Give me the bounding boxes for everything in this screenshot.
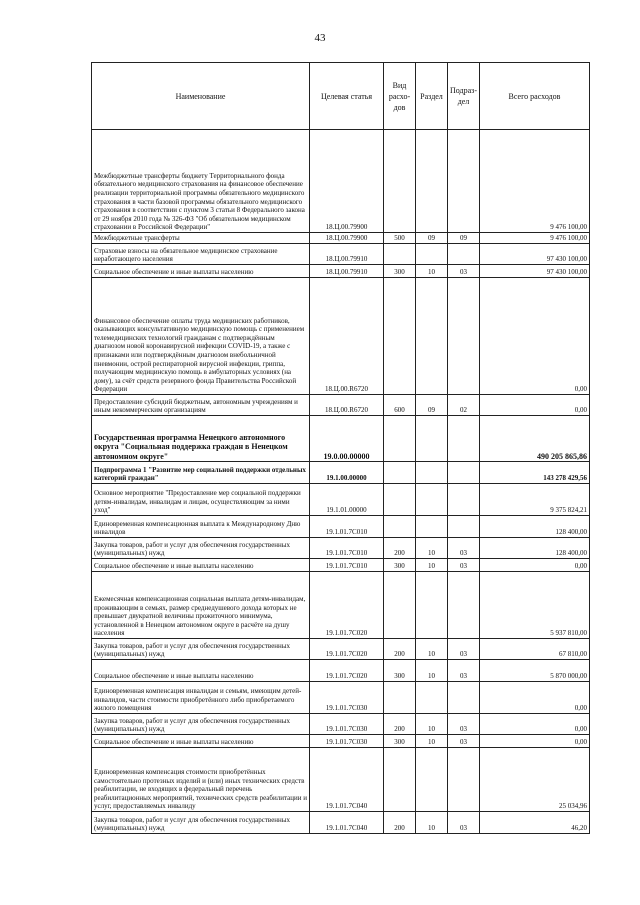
cell-total: 0,00 xyxy=(480,682,590,714)
cell-section: 10 xyxy=(416,265,448,278)
cell-target: 19.0.00.00000 xyxy=(310,416,384,462)
table-row xyxy=(92,278,590,395)
table-row xyxy=(92,559,590,572)
cell-section xyxy=(416,462,448,484)
cell-subsection: 03 xyxy=(448,812,480,834)
table-row xyxy=(92,714,590,735)
cell-section xyxy=(416,416,448,462)
cell-subsection: 03 xyxy=(448,660,480,682)
cell-total: 490 205 865,86 xyxy=(480,416,590,462)
cell-name: Закупка товаров, работ и услуг для обеспечения государственных (муниципальных) нужд xyxy=(92,639,310,660)
cell-type xyxy=(384,130,416,233)
cell-target: 19.1.01.7С010 xyxy=(310,559,384,572)
header-subsection: Подраз-дел xyxy=(448,63,480,130)
cell-subsection: 03 xyxy=(448,559,480,572)
table-row xyxy=(92,484,590,516)
cell-total: 46,20 xyxy=(480,812,590,834)
cell-total: 128 400,00 xyxy=(480,538,590,559)
cell-subsection xyxy=(448,682,480,714)
cell-type xyxy=(384,516,416,538)
cell-target: 19.1.00.00000 xyxy=(310,462,384,484)
table-row xyxy=(92,265,590,278)
cell-total: 67 810,00 xyxy=(480,639,590,660)
cell-total: 128 400,00 xyxy=(480,516,590,538)
cell-section: 10 xyxy=(416,538,448,559)
cell-name: Подпрограмма 1 "Развитие мер социальной поддержки отдельных категорий граждан" xyxy=(92,462,310,484)
cell-section xyxy=(416,130,448,233)
cell-section xyxy=(416,484,448,516)
header-type: Вид расхо-дов xyxy=(384,63,416,130)
cell-type: 200 xyxy=(384,538,416,559)
cell-subsection xyxy=(448,244,480,265)
cell-type xyxy=(384,484,416,516)
cell-section: 09 xyxy=(416,233,448,244)
cell-section: 09 xyxy=(416,395,448,416)
cell-name: Предоставление субсидий бюджетным, автономным учреждениям и иным некоммерческим организациям xyxy=(92,395,310,416)
cell-section: 10 xyxy=(416,812,448,834)
cell-subsection: 03 xyxy=(448,265,480,278)
cell-subsection: 02 xyxy=(448,395,480,416)
cell-name: Единовременная компенсационная выплата к Международному Дню инвалидов xyxy=(92,516,310,538)
cell-total: 97 430 100,00 xyxy=(480,265,590,278)
cell-name: Единовременная компенсация инвалидам и семьям, имеющим детей-инвалидов, части стоимости приобретённого либо приобретаемого жилого помещения xyxy=(92,682,310,714)
cell-total: 143 278 429,56 xyxy=(480,462,590,484)
cell-subsection xyxy=(448,416,480,462)
cell-subsection xyxy=(448,516,480,538)
cell-section: 10 xyxy=(416,714,448,735)
cell-total: 9 476 100,00 xyxy=(480,130,590,233)
cell-subsection: 03 xyxy=(448,735,480,748)
cell-subsection xyxy=(448,462,480,484)
cell-name: Социальное обеспечение и иные выплаты населению xyxy=(92,660,310,682)
cell-total: 0,00 xyxy=(480,395,590,416)
cell-total: 0,00 xyxy=(480,559,590,572)
cell-type: 200 xyxy=(384,812,416,834)
cell-type: 200 xyxy=(384,714,416,735)
table-row xyxy=(92,233,590,244)
cell-target: 19.1.01.7С030 xyxy=(310,682,384,714)
cell-name: Единовременная компенсация стоимости приобретённых самостоятельно протезных изделий и (или) иных технических средств реабилитации, не входящих в федеральный перечень реабилитационных мероприятий, технических средств реабилитации и услуг, предоставляемых инвалиду xyxy=(92,748,310,812)
cell-target: 19.1.01.7С030 xyxy=(310,735,384,748)
cell-subsection: 03 xyxy=(448,639,480,660)
cell-section xyxy=(416,278,448,395)
cell-name: Закупка товаров, работ и услуг для обеспечения государственных (муниципальных) нужд xyxy=(92,812,310,834)
cell-subsection xyxy=(448,572,480,639)
table-row xyxy=(92,395,590,416)
cell-section xyxy=(416,748,448,812)
cell-name: Социальное обеспечение и иные выплаты населению xyxy=(92,735,310,748)
cell-target: 19.1.01.7С010 xyxy=(310,538,384,559)
cell-subsection xyxy=(448,130,480,233)
table-header-row xyxy=(92,63,590,130)
cell-section: 10 xyxy=(416,660,448,682)
cell-name: Государственная программа Ненецкого автономного округа "Социальная поддержка граждан в Ненецком автономном округе" xyxy=(92,416,310,462)
cell-target: 19.1.01.7С040 xyxy=(310,812,384,834)
cell-type: 200 xyxy=(384,639,416,660)
table-row xyxy=(92,639,590,660)
cell-name: Межбюджетные трансферты бюджету Территориального фонда обязательного медицинского страхования на финансовое обеспечение реализации территориальной программы обязательного медицинского страхования в части базовой программы обязательного медицинского страхования в соответствии с пунктом 3 статьи 8 Федерального закона от 29 ноября 2010 года № 326-ФЗ "Об обязательном медицинском страховании в Российской Федерации" xyxy=(92,130,310,233)
cell-type: 300 xyxy=(384,660,416,682)
cell-total: 5 870 000,00 xyxy=(480,660,590,682)
cell-target: 18.Ц.00.R6720 xyxy=(310,278,384,395)
cell-section: 10 xyxy=(416,559,448,572)
cell-section xyxy=(416,572,448,639)
table-row xyxy=(92,682,590,714)
table-row xyxy=(92,572,590,639)
cell-type xyxy=(384,462,416,484)
header-name: Наименование xyxy=(92,63,310,130)
cell-total: 0,00 xyxy=(480,735,590,748)
cell-subsection: 09 xyxy=(448,233,480,244)
cell-name: Закупка товаров, работ и услуг для обеспечения государственных (муниципальных) нужд xyxy=(92,538,310,559)
table-row xyxy=(92,735,590,748)
cell-type xyxy=(384,572,416,639)
cell-target: 19.1.01.7С020 xyxy=(310,639,384,660)
cell-subsection xyxy=(448,278,480,395)
cell-section xyxy=(416,244,448,265)
budget-table xyxy=(91,62,590,834)
cell-type: 300 xyxy=(384,265,416,278)
cell-type: 500 xyxy=(384,233,416,244)
cell-type xyxy=(384,682,416,714)
page-number: 43 xyxy=(314,32,326,44)
cell-total: 9 375 824,21 xyxy=(480,484,590,516)
cell-target: 18.Ц.00.79900 xyxy=(310,130,384,233)
cell-name: Страховые взносы на обязательное медицинское страхование неработающего населения xyxy=(92,244,310,265)
cell-type: 600 xyxy=(384,395,416,416)
header-section: Раздел xyxy=(416,63,448,130)
table-row xyxy=(92,516,590,538)
header-total: Всего расходов xyxy=(480,63,590,130)
cell-target: 18.Ц.00.79910 xyxy=(310,265,384,278)
cell-target: 19.1.01.7С020 xyxy=(310,660,384,682)
cell-target: 18.Ц.00.R6720 xyxy=(310,395,384,416)
cell-section: 10 xyxy=(416,735,448,748)
table-row xyxy=(92,748,590,812)
cell-target: 19.1.01.00000 xyxy=(310,484,384,516)
cell-target: 19.1.01.7С030 xyxy=(310,714,384,735)
cell-name: Основное мероприятие "Предоставление мер социальной поддержки детям-инвалидам, инвалидам и лицам, осуществляющим за ними уход" xyxy=(92,484,310,516)
cell-name: Ежемесячная компенсационная социальная выплата детям-инвалидам, проживающим в семьях, размер среднедушевого дохода которых не превышает двукратной величины прожиточного минимума, установленной в Ненецком автономном округе в расчёте на душу населения xyxy=(92,572,310,639)
cell-target: 18.Ц.00.79900 xyxy=(310,233,384,244)
cell-target: 19.1.01.7С020 xyxy=(310,572,384,639)
cell-section xyxy=(416,682,448,714)
table-row xyxy=(92,812,590,834)
table-row xyxy=(92,416,590,462)
cell-target: 19.1.01.7С010 xyxy=(310,516,384,538)
cell-section: 10 xyxy=(416,639,448,660)
cell-type xyxy=(384,416,416,462)
cell-name: Социальное обеспечение и иные выплаты населению xyxy=(92,265,310,278)
cell-section xyxy=(416,516,448,538)
cell-total: 25 034,96 xyxy=(480,748,590,812)
cell-target: 18.Ц.00.79910 xyxy=(310,244,384,265)
cell-name: Социальное обеспечение и иные выплаты населению xyxy=(92,559,310,572)
table-row xyxy=(92,660,590,682)
table-row xyxy=(92,462,590,484)
table-row xyxy=(92,538,590,559)
cell-name: Закупка товаров, работ и услуг для обеспечения государственных (муниципальных) нужд xyxy=(92,714,310,735)
header-target: Целевая статья xyxy=(310,63,384,130)
cell-total: 0,00 xyxy=(480,714,590,735)
cell-type xyxy=(384,278,416,395)
table-row xyxy=(92,130,590,233)
cell-name: Межбюджетные трансферты xyxy=(92,233,310,244)
cell-name: Финансовое обеспечение оплаты труда медицинских работников, оказывающих консультативную медицинскую помощь с применением телемедицинских технологий гражданам с подтверждённым диагнозом новой коронавирусной инфекции COVID-19, а также с признаками или подтверждённым диагнозом внебольничной пневмонии, острой респираторной вирусной инфекции, гриппа, получающим медицинскую помощь в амбулаторных условиях (на дому), за счёт средств резервного фонда Правительства Российской Федерации xyxy=(92,278,310,395)
cell-subsection: 03 xyxy=(448,714,480,735)
cell-target: 19.1.01.7С040 xyxy=(310,748,384,812)
cell-subsection xyxy=(448,748,480,812)
cell-total: 5 937 810,00 xyxy=(480,572,590,639)
table-body xyxy=(92,130,590,834)
table-row xyxy=(92,244,590,265)
cell-type: 300 xyxy=(384,735,416,748)
cell-type xyxy=(384,244,416,265)
cell-type xyxy=(384,748,416,812)
cell-subsection: 03 xyxy=(448,538,480,559)
cell-total: 9 476 100,00 xyxy=(480,233,590,244)
cell-subsection xyxy=(448,484,480,516)
cell-total: 0,00 xyxy=(480,278,590,395)
cell-type: 300 xyxy=(384,559,416,572)
cell-total: 97 430 100,00 xyxy=(480,244,590,265)
